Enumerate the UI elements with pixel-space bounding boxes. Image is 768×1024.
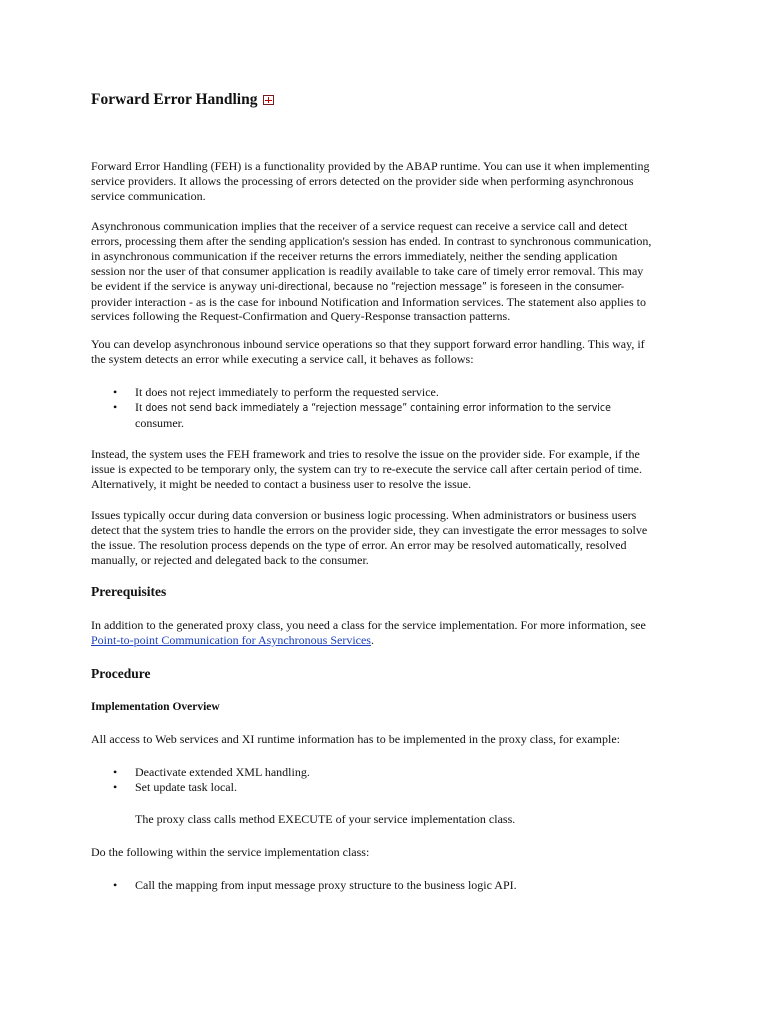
async-line [91,279,681,295]
behaviour-list [91,385,611,431]
list-item-text: It does not reject immediately to perform the requested service. [135,385,439,399]
list-item-text: Deactivate extended XML handling. [135,765,310,779]
prerequisites-line: In addition to the generated proxy class, you need a class for the service implementation. For more information, see [91,618,646,632]
list-item-text: It [135,399,146,414]
async-line: services following the Request-Confirmation and Query-Response transaction patterns. [91,309,511,324]
list-item [91,780,310,795]
access-line: All access to Web services and XI runtime information has to be implemented in the proxy class, for example: [91,732,620,746]
intro-line: Forward Error Handling (FEH) is a functionality provided by the ABAP runtime. You can use it when implementing [91,159,650,173]
proxy-note-paragraph [135,812,681,827]
async-line: Asynchronous communication implies that the receiver of a service request can receive a service call and detect [91,219,628,233]
list-item-text: Set update task local. [135,779,237,794]
intro-line: service communication. [91,188,206,203]
do-following-line: Do the following within the service implementation class: [91,845,370,859]
list-item-text: consumer. [135,415,184,430]
list-item [91,878,517,893]
list-item-text: Call the mapping from input message proxy structure to the business logic API. [135,878,517,892]
prerequisites-punctuation: . [370,632,374,647]
list-item-sans-text: does not send back immediately a “rejection message” containing error information to the service [145,401,611,414]
intro-paragraph [91,159,681,204]
prerequisites-line [91,633,681,648]
prerequisites-heading: Prerequisites [91,584,167,599]
expand-icon[interactable] [263,95,274,105]
implementation-overview-heading: Implementation Overview [91,701,220,713]
implementation-steps-list [91,878,517,893]
async-line: errors, processing them after the sending application's session has ended. In contrast to synchronous communication, [91,233,652,248]
issues-line: Issues typically occur during data conversion or business logic processing. When administrators or business users [91,508,637,522]
access-paragraph [91,732,681,747]
instead-paragraph [91,447,681,492]
async-line: in asynchronous communication if the receiver returns the errors immediately, neither the sending application [91,248,618,263]
instead-line: issue is expected to be temporary only, the system can try to re-execute the service call after certain period of time. [91,461,642,476]
proxy-actions-list [91,765,310,795]
page-title [91,91,274,109]
async-line: provider interaction - as is the case for inbound Notification and Information services. The statement also applies to [91,294,646,309]
develop-paragraph [91,337,681,367]
intro-line: service providers. It allows the processing of errors detected on the provider side when performing asynchronous [91,173,634,188]
instead-line: Instead, the system uses the FEH framework and tries to resolve the issue on the provider side. For example, if the [91,447,640,461]
async-line: session nor the user of that consumer application is readily available to take care of timely error removal. This may [91,263,644,278]
issues-line: manually, or rejected and delegated back to the consumer. [91,552,369,567]
issues-paragraph [91,508,681,568]
list-item [91,765,310,780]
proxy-note-line: The proxy class calls method EXECUTE of your service implementation class. [135,812,516,826]
procedure-heading: Procedure [91,666,151,681]
do-following-paragraph [91,845,681,860]
page-title-text: Forward Error Handling [91,91,258,108]
issues-line: the issue. The resolution process depends on the type of error. An error may be resolved automatically, resolved [91,537,627,552]
prerequisites-paragraph [91,618,681,648]
develop-line: the system detects an error while executing a service call, it behaves as follows: [91,351,474,366]
list-item [91,385,611,400]
async-line-sans-text: uni-directional, because no “rejection message” is foreseen in the consumer- [259,280,625,293]
async-line-text: be evident if the service is anyway [91,278,260,293]
async-services-link[interactable]: Point-to-point Communication for Asynchronous Services [91,632,371,647]
instead-line: Alternatively, it might be needed to contact a business user to resolve the issue. [91,476,472,491]
issues-line: detect that the system tries to handle the errors on the provider side, they can investigate the error messages to solve [91,522,648,537]
async-paragraph [91,219,681,324]
list-item [91,400,611,431]
develop-line: You can develop asynchronous inbound service operations so that they support forward error handling. This way, if [91,337,645,351]
